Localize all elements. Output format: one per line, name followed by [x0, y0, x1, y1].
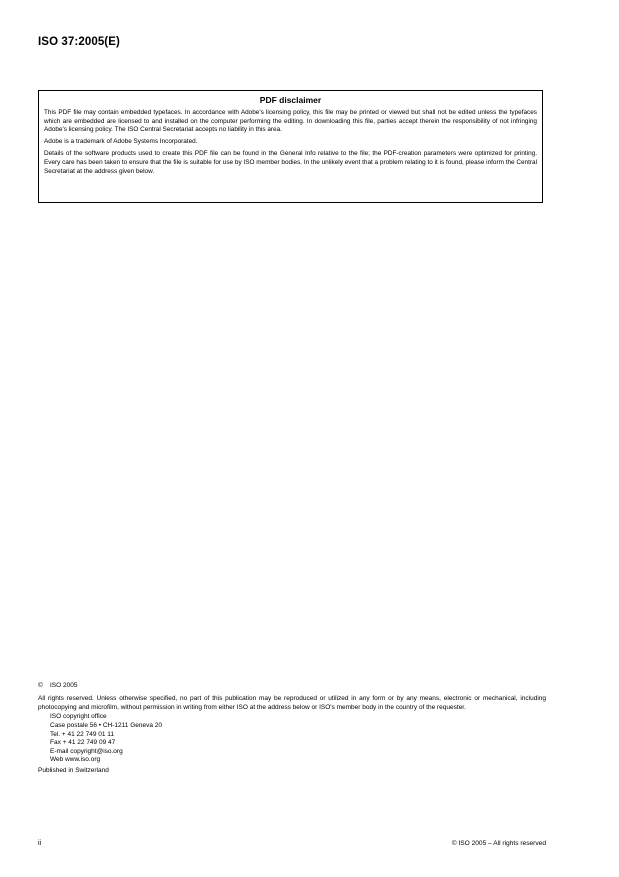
disclaimer-paragraph-trademark: Adobe is a trademark of Adobe Systems Incorporated.	[44, 138, 198, 146]
page-number: ii	[38, 840, 42, 847]
document-id: ISO 37:2005(E)	[38, 36, 120, 48]
published-in: Published in Switzerland	[38, 766, 109, 774]
disclaimer-paragraph-software: Details of the software products used to create this PDF file can be found in the General Info relative to the file; the PDF-creation parameters were optimized for printing. Every care has been taken to ensure that the file is suitable for use by ISO member bodies. In the unlikely event that a problem relating to it is found, please inform the Central Secretariat at the address given below.	[44, 150, 537, 175]
copyright-office-address	[50, 713, 546, 765]
address-line-email: E-mail copyright@iso.org	[50, 747, 123, 755]
disclaimer-title: PDF disclaimer	[259, 95, 322, 105]
rights-reserved-text: All rights reserved. Unless otherwise specified, no part of this publication may be reproduced or utilized in any form or by any means, electronic or mechanical, including photocopying and microfilm, without permission in writing from either ISO at the address below or ISO's member body in the country of the requester.	[38, 694, 546, 711]
address-line-web: Web www.iso.org	[50, 756, 101, 764]
disclaimer-paragraph-typefaces: This PDF file may contain embedded typefaces. In accordance with Adobe's licensing policy, this file may be printed or viewed but shall not be edited unless the typefaces which are embedded are licensed to and installed on the computer performing the editing. In downloading this file, parties accept therein the responsibility of not infringing Adobe's licensing policy. The ISO Central Secretariat accepts no liability in this area.	[44, 109, 537, 134]
address-line-tel: Tel. + 41 22 749 01 11	[50, 730, 115, 738]
footer-copyright: © ISO 2005 – All rights reserved	[451, 840, 546, 847]
address-line-postal: Case postale 56 • CH-1211 Geneva 20	[50, 721, 163, 729]
copyright-block	[38, 682, 546, 776]
address-line-fax: Fax + 41 22 749 09 47	[50, 739, 116, 747]
copyright-year-line	[38, 682, 546, 691]
pdf-disclaimer-box	[38, 90, 543, 203]
address-line-office: ISO copyright office	[50, 713, 107, 721]
copyright-symbol: ©	[38, 682, 43, 689]
copyright-year: ISO 2005	[50, 682, 78, 689]
